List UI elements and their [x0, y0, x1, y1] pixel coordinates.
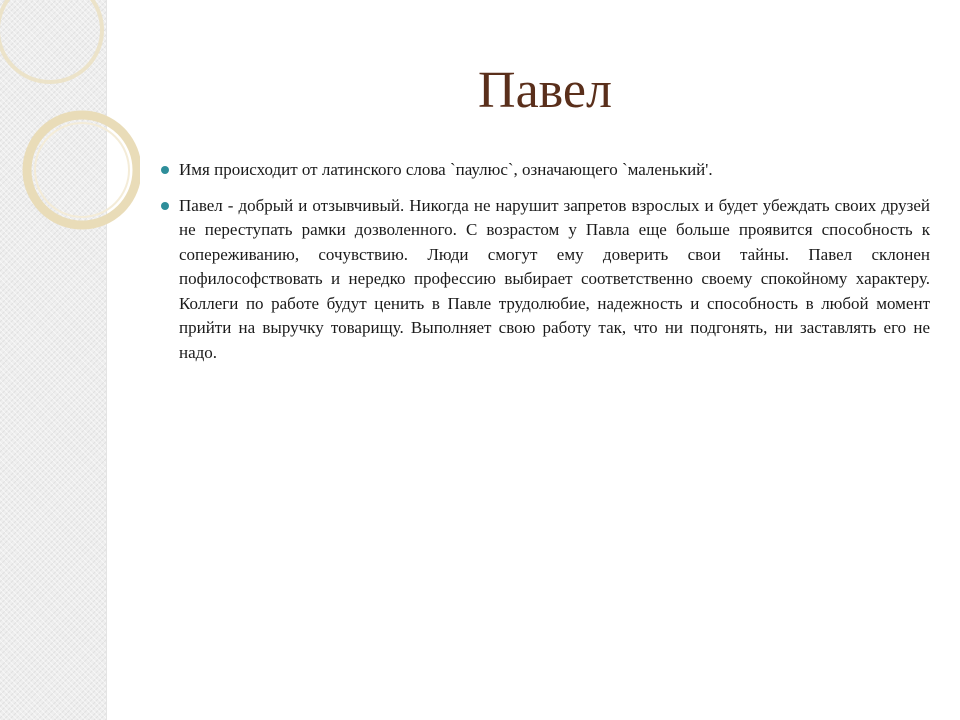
- bullet-item: [160, 158, 930, 183]
- bullet-item: [160, 194, 930, 366]
- large-ring-inner: [35, 123, 129, 217]
- large-ring: [27, 115, 137, 225]
- top-ring: [0, 0, 102, 82]
- bullet-dot-icon: [161, 202, 169, 210]
- slide-title: Павел: [478, 62, 612, 119]
- bullet-text: Павел - добрый и отзывчивый. Никогда не нарушит запретов взрослых и будет убеждать своих друзей не переступать рамки дозволенного. С возрастом у Павла еще больше проявится способность к сопереживанию, сочувствию. Люди смогут ему доверить свои тайны. Павел склонен пофилософствовать и нередко профессию выбирает соответственно своему спокойному характеру. Коллеги по работе будут ценить в Павле трудолюбие, надежность и способность в любой момент прийти на выручку товарищу. Выполняет свою работу так, что ни подгонять, ни заставлять его не надо.: [179, 195, 930, 362]
- bullet-list: [160, 158, 930, 376]
- bullet-dot-icon: [161, 166, 169, 174]
- decorative-rings: [0, 0, 140, 240]
- bullet-text: Имя происходит от латинского слова `паулюс`, означающего `маленький'.: [179, 160, 713, 179]
